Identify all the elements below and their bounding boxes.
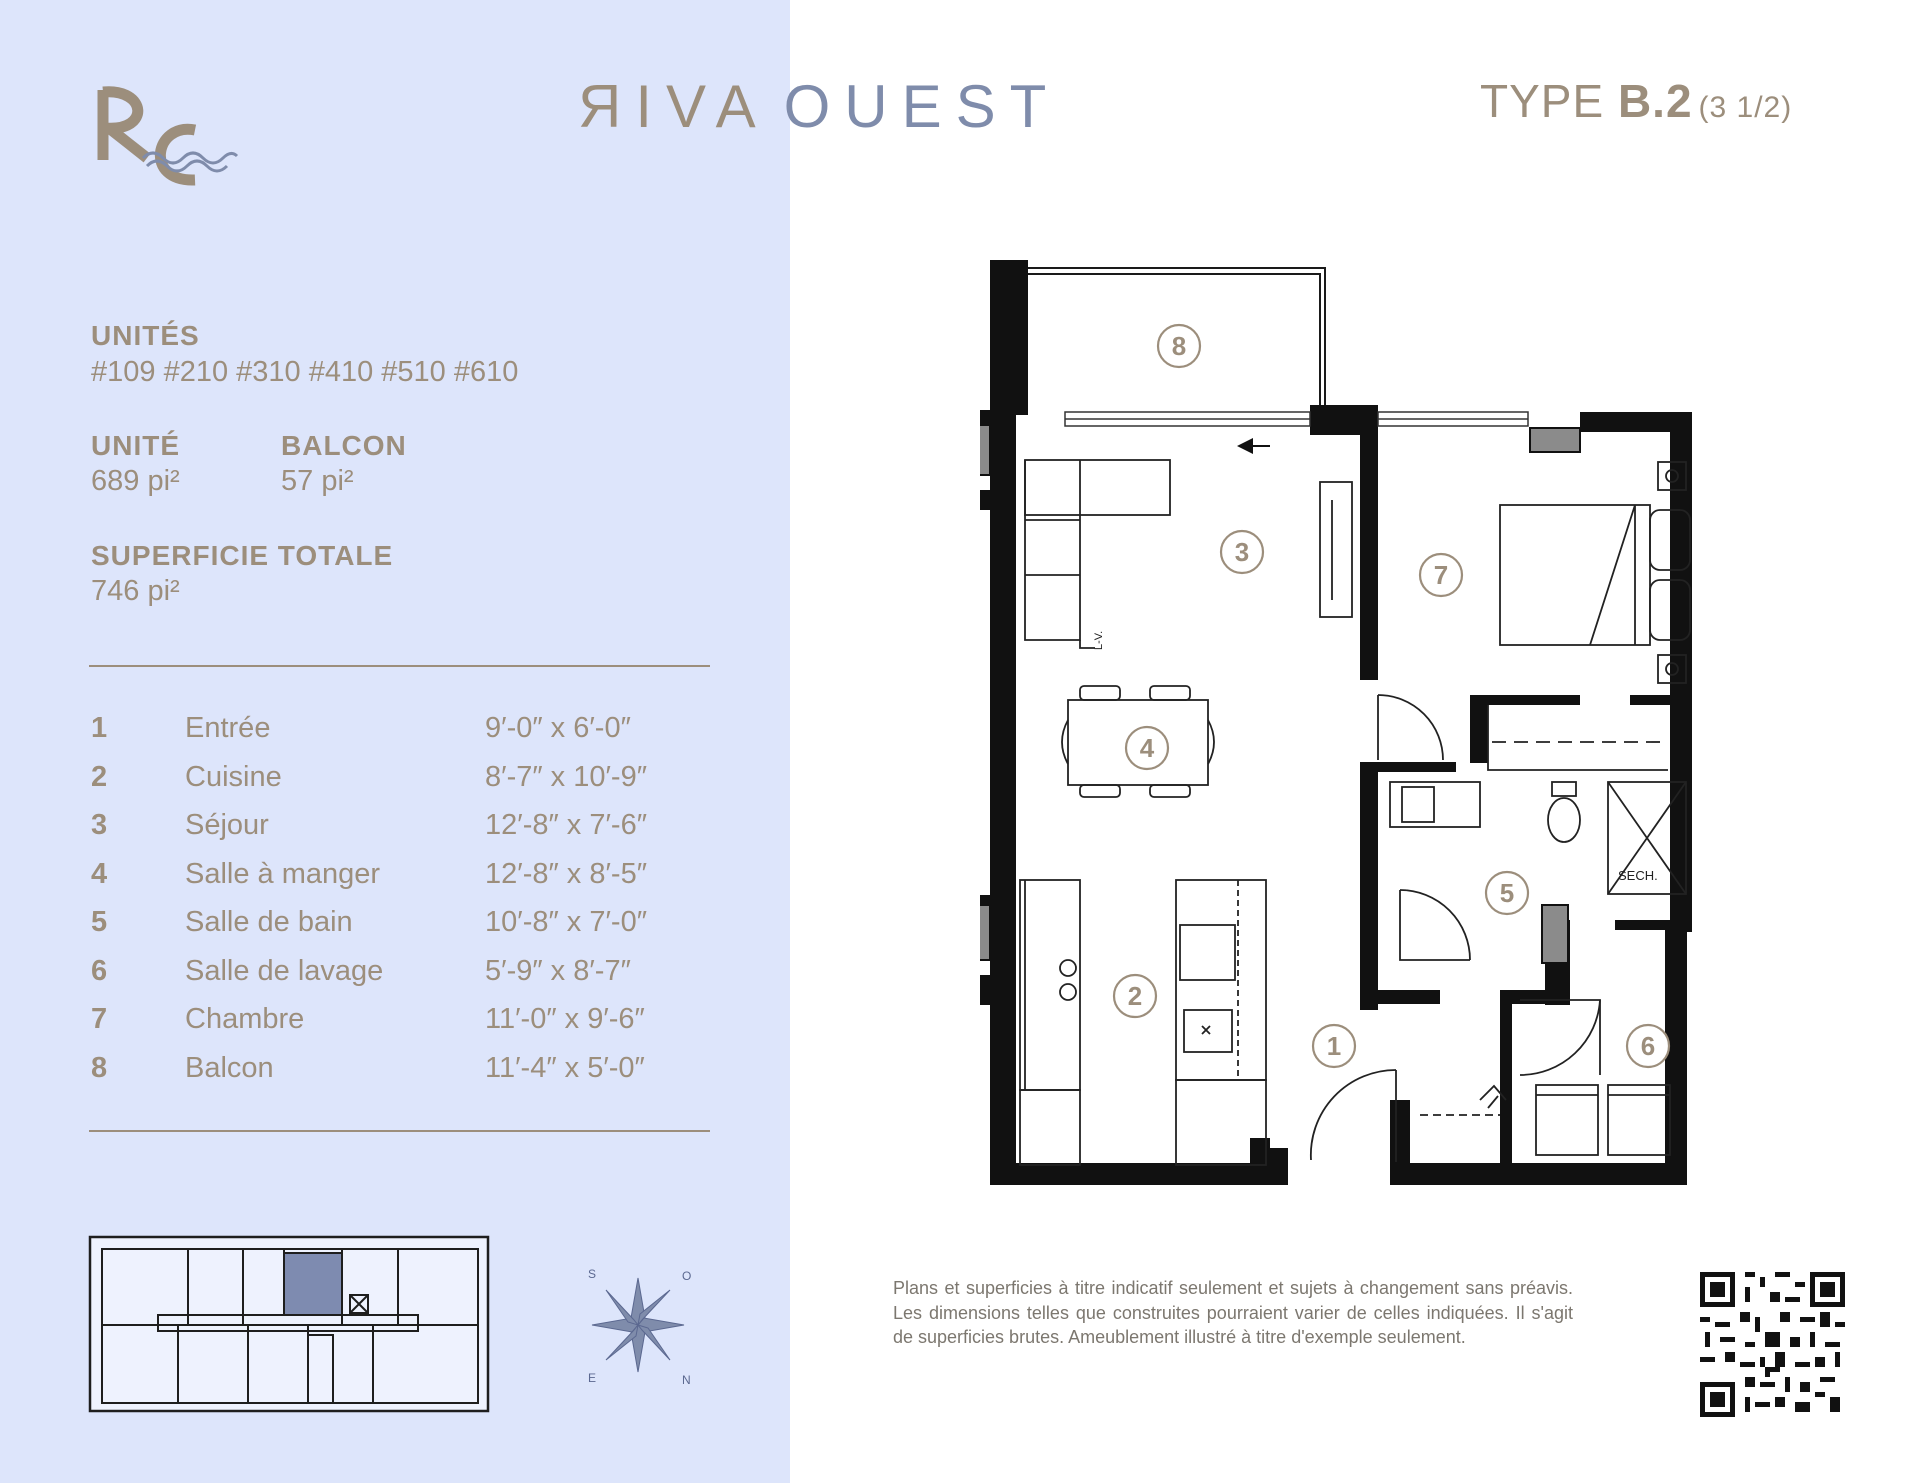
room-name: Entrée [185, 712, 271, 744]
unit-type-prefix: TYPE [1480, 75, 1605, 127]
room-row [89, 858, 729, 907]
room-number: 4 [91, 857, 108, 890]
room-dimensions: 12′-8″ x 7′-6″ [485, 809, 647, 841]
room-dimensions: 11′-4″ x 5′-0″ [485, 1051, 645, 1084]
total-area-value: 746 pi² [91, 575, 180, 607]
room-number: 2 [91, 760, 108, 793]
total-area-label: SUPERFICIE TOTALE [91, 540, 394, 571]
room-number: 6 [91, 954, 108, 987]
room-dimensions: 12′-8″ x 8′-5″ [485, 857, 647, 890]
room-number: 1 [91, 712, 108, 744]
brand-title [578, 72, 1060, 141]
room-row [89, 761, 729, 810]
room-name: Chambre [185, 1003, 305, 1035]
unit-area-value: 689 pi² [91, 465, 180, 497]
room-list [89, 712, 729, 1100]
plan-label-7: 7 [1433, 560, 1449, 590]
plan-lv-label: L-V. [1093, 630, 1105, 650]
room-name: Balcon [185, 1051, 274, 1084]
plan-label-2: 2 [1127, 981, 1143, 1011]
unit-type [1480, 74, 1792, 128]
room-dimensions: 10′-8″ x 7′-0″ [485, 906, 647, 938]
plan-label-4: 4 [1139, 733, 1155, 763]
compass-n: N [682, 1373, 691, 1387]
qr-code [1700, 1272, 1845, 1417]
room-number: 5 [91, 906, 108, 938]
room-name: Séjour [185, 809, 269, 841]
divider-bottom [89, 1130, 710, 1132]
room-name: Salle de lavage [185, 954, 384, 987]
room-name: Salle à manger [185, 857, 381, 890]
compass-e: E [588, 1371, 597, 1385]
divider-top [89, 665, 710, 667]
plan-label-1: 1 [1326, 1031, 1342, 1061]
plan-sech-label: SECH. [1618, 868, 1658, 883]
disclaimer-text: Plans et superficies à titre indicatif seulement et sujets à changement sans préavis. Les dimensions telles que construites pourraient varier de celles indiquées. Il s'agit de superficies brutes. Ameublement illustré à titre d'exemple seulement. [893, 1278, 1573, 1347]
room-row [89, 955, 729, 1004]
brand-word-ouest: OUEST [783, 73, 1061, 140]
compass-s: S [588, 1267, 597, 1281]
brand-word-riva: ЯIVA [578, 73, 770, 140]
room-number: 7 [91, 1003, 108, 1035]
room-row [89, 1003, 729, 1052]
room-row [89, 906, 729, 955]
unit-type-rooms: (3 1/2) [1698, 91, 1793, 124]
compass-rose [578, 1260, 698, 1390]
unit-area-label: UNITÉ [91, 430, 180, 461]
room-row [89, 712, 729, 761]
room-name: Cuisine [185, 760, 282, 793]
highlighted-unit [284, 1253, 342, 1315]
room-dimensions: 9′-0″ x 6′-0″ [485, 712, 631, 744]
balcony-area-label: BALCON [281, 430, 407, 461]
room-dimensions: 11′-0″ x 9′-6″ [485, 1003, 645, 1035]
floor-plan [980, 255, 1740, 1195]
unit-type-code: B.2 [1617, 75, 1693, 127]
compass-o: O [682, 1269, 692, 1283]
room-row [89, 809, 729, 858]
room-dimensions: 8′-7″ x 10′-9″ [485, 760, 647, 793]
balcony-area-value: 57 pi² [281, 465, 354, 497]
room-name: Salle de bain [185, 906, 353, 938]
room-row [89, 1052, 729, 1101]
units-list: #109 #210 #310 #410 #510 #610 [91, 356, 519, 388]
room-number: 8 [91, 1051, 108, 1084]
plan-label-3: 3 [1234, 537, 1250, 567]
key-plan [88, 1235, 493, 1415]
room-number: 3 [91, 809, 108, 841]
room-dimensions: 5′-9″ x 8′-7″ [485, 954, 631, 987]
riva-ouest-logo [85, 82, 240, 197]
units-label: UNITÉS [91, 320, 200, 351]
plan-label-6: 6 [1640, 1031, 1656, 1061]
plan-label-8: 8 [1171, 331, 1187, 361]
plan-label-5: 5 [1499, 878, 1515, 908]
